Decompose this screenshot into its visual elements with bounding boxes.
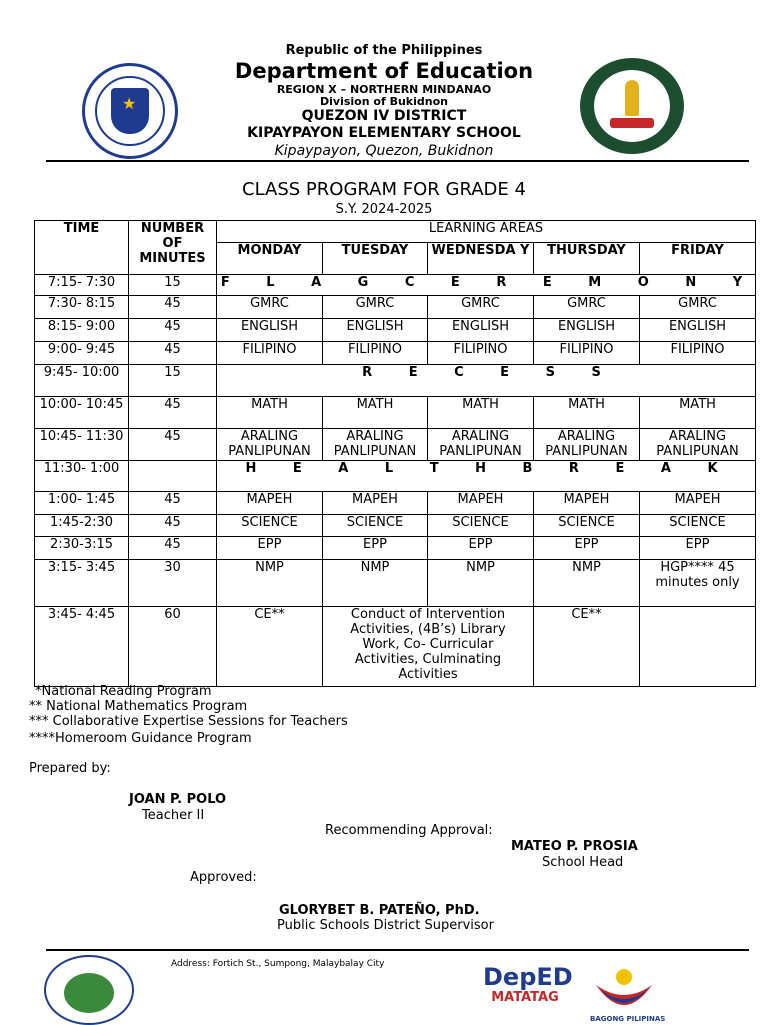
footer-divider xyxy=(46,949,749,951)
footer-address: Address: Fortich St., Sumpong, Malaybalay City xyxy=(171,959,385,969)
recommender-position: School Head xyxy=(542,855,624,870)
subject-cell: EPP xyxy=(534,537,640,560)
note-reading: *National Reading Program xyxy=(35,684,212,699)
table-row xyxy=(35,461,756,492)
subject-cell: ENGLISH xyxy=(217,319,323,342)
subject-cell: ENGLISH xyxy=(640,319,756,342)
subject-cell: GMRC xyxy=(640,296,756,319)
subject-cell: MATH xyxy=(534,397,640,429)
subject-cell: MAPEH xyxy=(217,492,323,515)
subject-cell: HGP**** 45 minutes only xyxy=(640,560,756,607)
header-divider xyxy=(46,160,749,162)
approver-position: Public Schools District Supervisor xyxy=(277,918,494,933)
preparer-position: Teacher II xyxy=(142,808,205,823)
header-time: TIME xyxy=(35,221,129,275)
recommender-name: MATEO P. PROSIA xyxy=(511,839,638,854)
health-break-cell: H E A L T H B R E A K xyxy=(217,461,756,492)
time-cell: 10:45- 11:30 xyxy=(35,429,129,461)
subject-cell: MATH xyxy=(640,397,756,429)
time-cell: 7:30- 8:15 xyxy=(35,296,129,319)
star-icon: ★ xyxy=(122,94,137,113)
time-cell: 7:15- 7:30 xyxy=(35,275,129,296)
subject-cell: FILIPINO xyxy=(640,342,756,365)
subject-cell: MATH xyxy=(323,397,428,429)
table-row xyxy=(35,342,756,365)
region-line: REGION X – NORTHERN MINDANAO xyxy=(276,83,492,96)
subject-cell xyxy=(640,607,756,687)
time-cell: 9:45- 10:00 xyxy=(35,365,129,397)
subject-cell: EPP xyxy=(640,537,756,560)
subject-cell: FILIPINO xyxy=(217,342,323,365)
table-row xyxy=(35,275,756,296)
table-row xyxy=(35,492,756,515)
sangguniang-seal-logo xyxy=(44,955,134,1025)
minutes-cell: 45 xyxy=(129,319,217,342)
document-title: CLASS PROGRAM FOR GRADE 4 xyxy=(242,179,526,200)
subject-cell: GMRC xyxy=(428,296,534,319)
table-row xyxy=(35,319,756,342)
deped-matatag-logo xyxy=(483,963,573,1006)
subject-cell: ENGLISH xyxy=(323,319,428,342)
table-row xyxy=(35,560,756,607)
flag-ceremony-cell: F L A G C E R E M O N Y xyxy=(217,275,756,296)
bagong-pilipinas-logo xyxy=(590,955,666,1024)
subject-cell: EPP xyxy=(217,537,323,560)
recess-cell: R E C E S S xyxy=(217,365,756,397)
time-cell: 9:00- 9:45 xyxy=(35,342,129,365)
subject-cell: GMRC xyxy=(217,296,323,319)
minutes-cell: 60 xyxy=(129,607,217,687)
subject-cell: NMP xyxy=(534,560,640,607)
minutes-cell: 45 xyxy=(129,515,217,537)
header-day: THURSDAY xyxy=(534,243,640,275)
minutes-cell: 45 xyxy=(129,492,217,515)
table-row xyxy=(35,515,756,537)
subject-cell: NMP xyxy=(217,560,323,607)
subject-cell: GMRC xyxy=(323,296,428,319)
minutes-cell: 30 xyxy=(129,560,217,607)
deped-wordmark: DepED xyxy=(483,963,573,991)
header-day: TUESDAY xyxy=(323,243,428,275)
minutes-cell: 15 xyxy=(129,275,217,296)
minutes-cell: 45 xyxy=(129,429,217,461)
note-mathematics: ** National Mathematics Program xyxy=(29,699,248,714)
minutes-cell: 45 xyxy=(129,342,217,365)
minutes-cell: 45 xyxy=(129,296,217,319)
subject-cell: CE** xyxy=(534,607,640,687)
time-cell: 3:45- 4:45 xyxy=(35,607,129,687)
school-name: KIPAYPAYON ELEMENTARY SCHOOL xyxy=(247,125,521,141)
table-row xyxy=(35,607,756,687)
subject-cell: NMP xyxy=(323,560,428,607)
time-cell: 1:00- 1:45 xyxy=(35,492,129,515)
subject-cell: FILIPINO xyxy=(534,342,640,365)
subject-cell: MATH xyxy=(428,397,534,429)
seal-emblem xyxy=(64,973,114,1013)
header-day: MONDAY xyxy=(217,243,323,275)
subject-cell: FILIPINO xyxy=(323,342,428,365)
table-row xyxy=(35,429,756,461)
republic-line: Republic of the Philippines xyxy=(285,43,483,58)
district-line: QUEZON IV DISTRICT xyxy=(301,108,467,124)
preparer-name: JOAN P. POLO xyxy=(129,792,227,807)
subject-cell: ARALING PANLIPUNAN xyxy=(323,429,428,461)
subject-cell: MAPEH xyxy=(428,492,534,515)
minutes-cell xyxy=(129,461,217,492)
time-cell: 3:15- 3:45 xyxy=(35,560,129,607)
prepared-label: Prepared by: xyxy=(29,761,111,776)
school-address: Kipaypayon, Quezon, Bukidnon xyxy=(274,143,494,159)
subject-cell: FILIPINO xyxy=(428,342,534,365)
bagong-pilipinas-caption: BAGONG PILIPINAS xyxy=(590,1015,666,1023)
header-day: FRIDAY xyxy=(640,243,756,275)
subject-cell: GMRC xyxy=(534,296,640,319)
table-row xyxy=(35,296,756,319)
subject-cell: SCIENCE xyxy=(640,515,756,537)
department-title: Department of Education xyxy=(234,59,534,83)
time-cell: 2:30-3:15 xyxy=(35,537,129,560)
note-homeroom: ****Homeroom Guidance Program xyxy=(29,731,252,746)
header-day: WEDNESDA Y xyxy=(428,243,534,275)
subject-cell: MAPEH xyxy=(323,492,428,515)
minutes-cell: 45 xyxy=(129,397,217,429)
subject-cell: ENGLISH xyxy=(428,319,534,342)
table-row xyxy=(35,365,756,397)
subject-cell: MAPEH xyxy=(534,492,640,515)
subject-cell: EPP xyxy=(323,537,428,560)
subject-cell: CE** xyxy=(217,607,323,687)
subject-cell: NMP xyxy=(428,560,534,607)
minutes-cell: 45 xyxy=(129,537,217,560)
subject-cell: SCIENCE xyxy=(217,515,323,537)
time-cell: 8:15- 9:00 xyxy=(35,319,129,342)
subject-cell: ARALING PANLIPUNAN xyxy=(640,429,756,461)
school-year: S.Y. 2024-2025 xyxy=(335,202,433,217)
subject-cell: SCIENCE xyxy=(323,515,428,537)
header-minutes: NUMBER OF MINUTES xyxy=(129,221,217,275)
subject-cell: ARALING PANLIPUNAN xyxy=(534,429,640,461)
recommending-label: Recommending Approval: xyxy=(325,823,493,838)
class-program-table xyxy=(34,220,756,687)
subject-cell: MAPEH xyxy=(640,492,756,515)
subject-cell: ENGLISH xyxy=(534,319,640,342)
time-cell: 1:45-2:30 xyxy=(35,515,129,537)
matatag-wordmark: MATATAG xyxy=(491,990,559,1005)
header-learning-areas: LEARNING AREAS xyxy=(217,221,756,243)
time-cell: 10:00- 10:45 xyxy=(35,397,129,429)
time-cell: 11:30- 1:00 xyxy=(35,461,129,492)
minutes-cell: 15 xyxy=(129,365,217,397)
subject-cell: ARALING PANLIPUNAN xyxy=(217,429,323,461)
note-collaborative: *** Collaborative Expertise Sessions for Teachers xyxy=(29,714,348,729)
table-row xyxy=(35,397,756,429)
subject-cell: SCIENCE xyxy=(534,515,640,537)
subject-cell: MATH xyxy=(217,397,323,429)
table-row xyxy=(35,537,756,560)
division-line: Division of Bukidnon xyxy=(320,95,448,108)
subject-cell: EPP xyxy=(428,537,534,560)
bagong-pilipinas-emblem-icon xyxy=(590,955,658,1015)
subject-cell: ARALING PANLIPUNAN xyxy=(428,429,534,461)
subject-cell: SCIENCE xyxy=(428,515,534,537)
intervention-activities-cell: Conduct of Intervention Activities, (4B’s) Library Work, Co- Curricular Activities, Culminating Activities xyxy=(323,607,534,687)
approver-name: GLORYBET B. PATEÑO, PhD. xyxy=(279,903,480,918)
approved-label: Approved: xyxy=(190,870,257,885)
